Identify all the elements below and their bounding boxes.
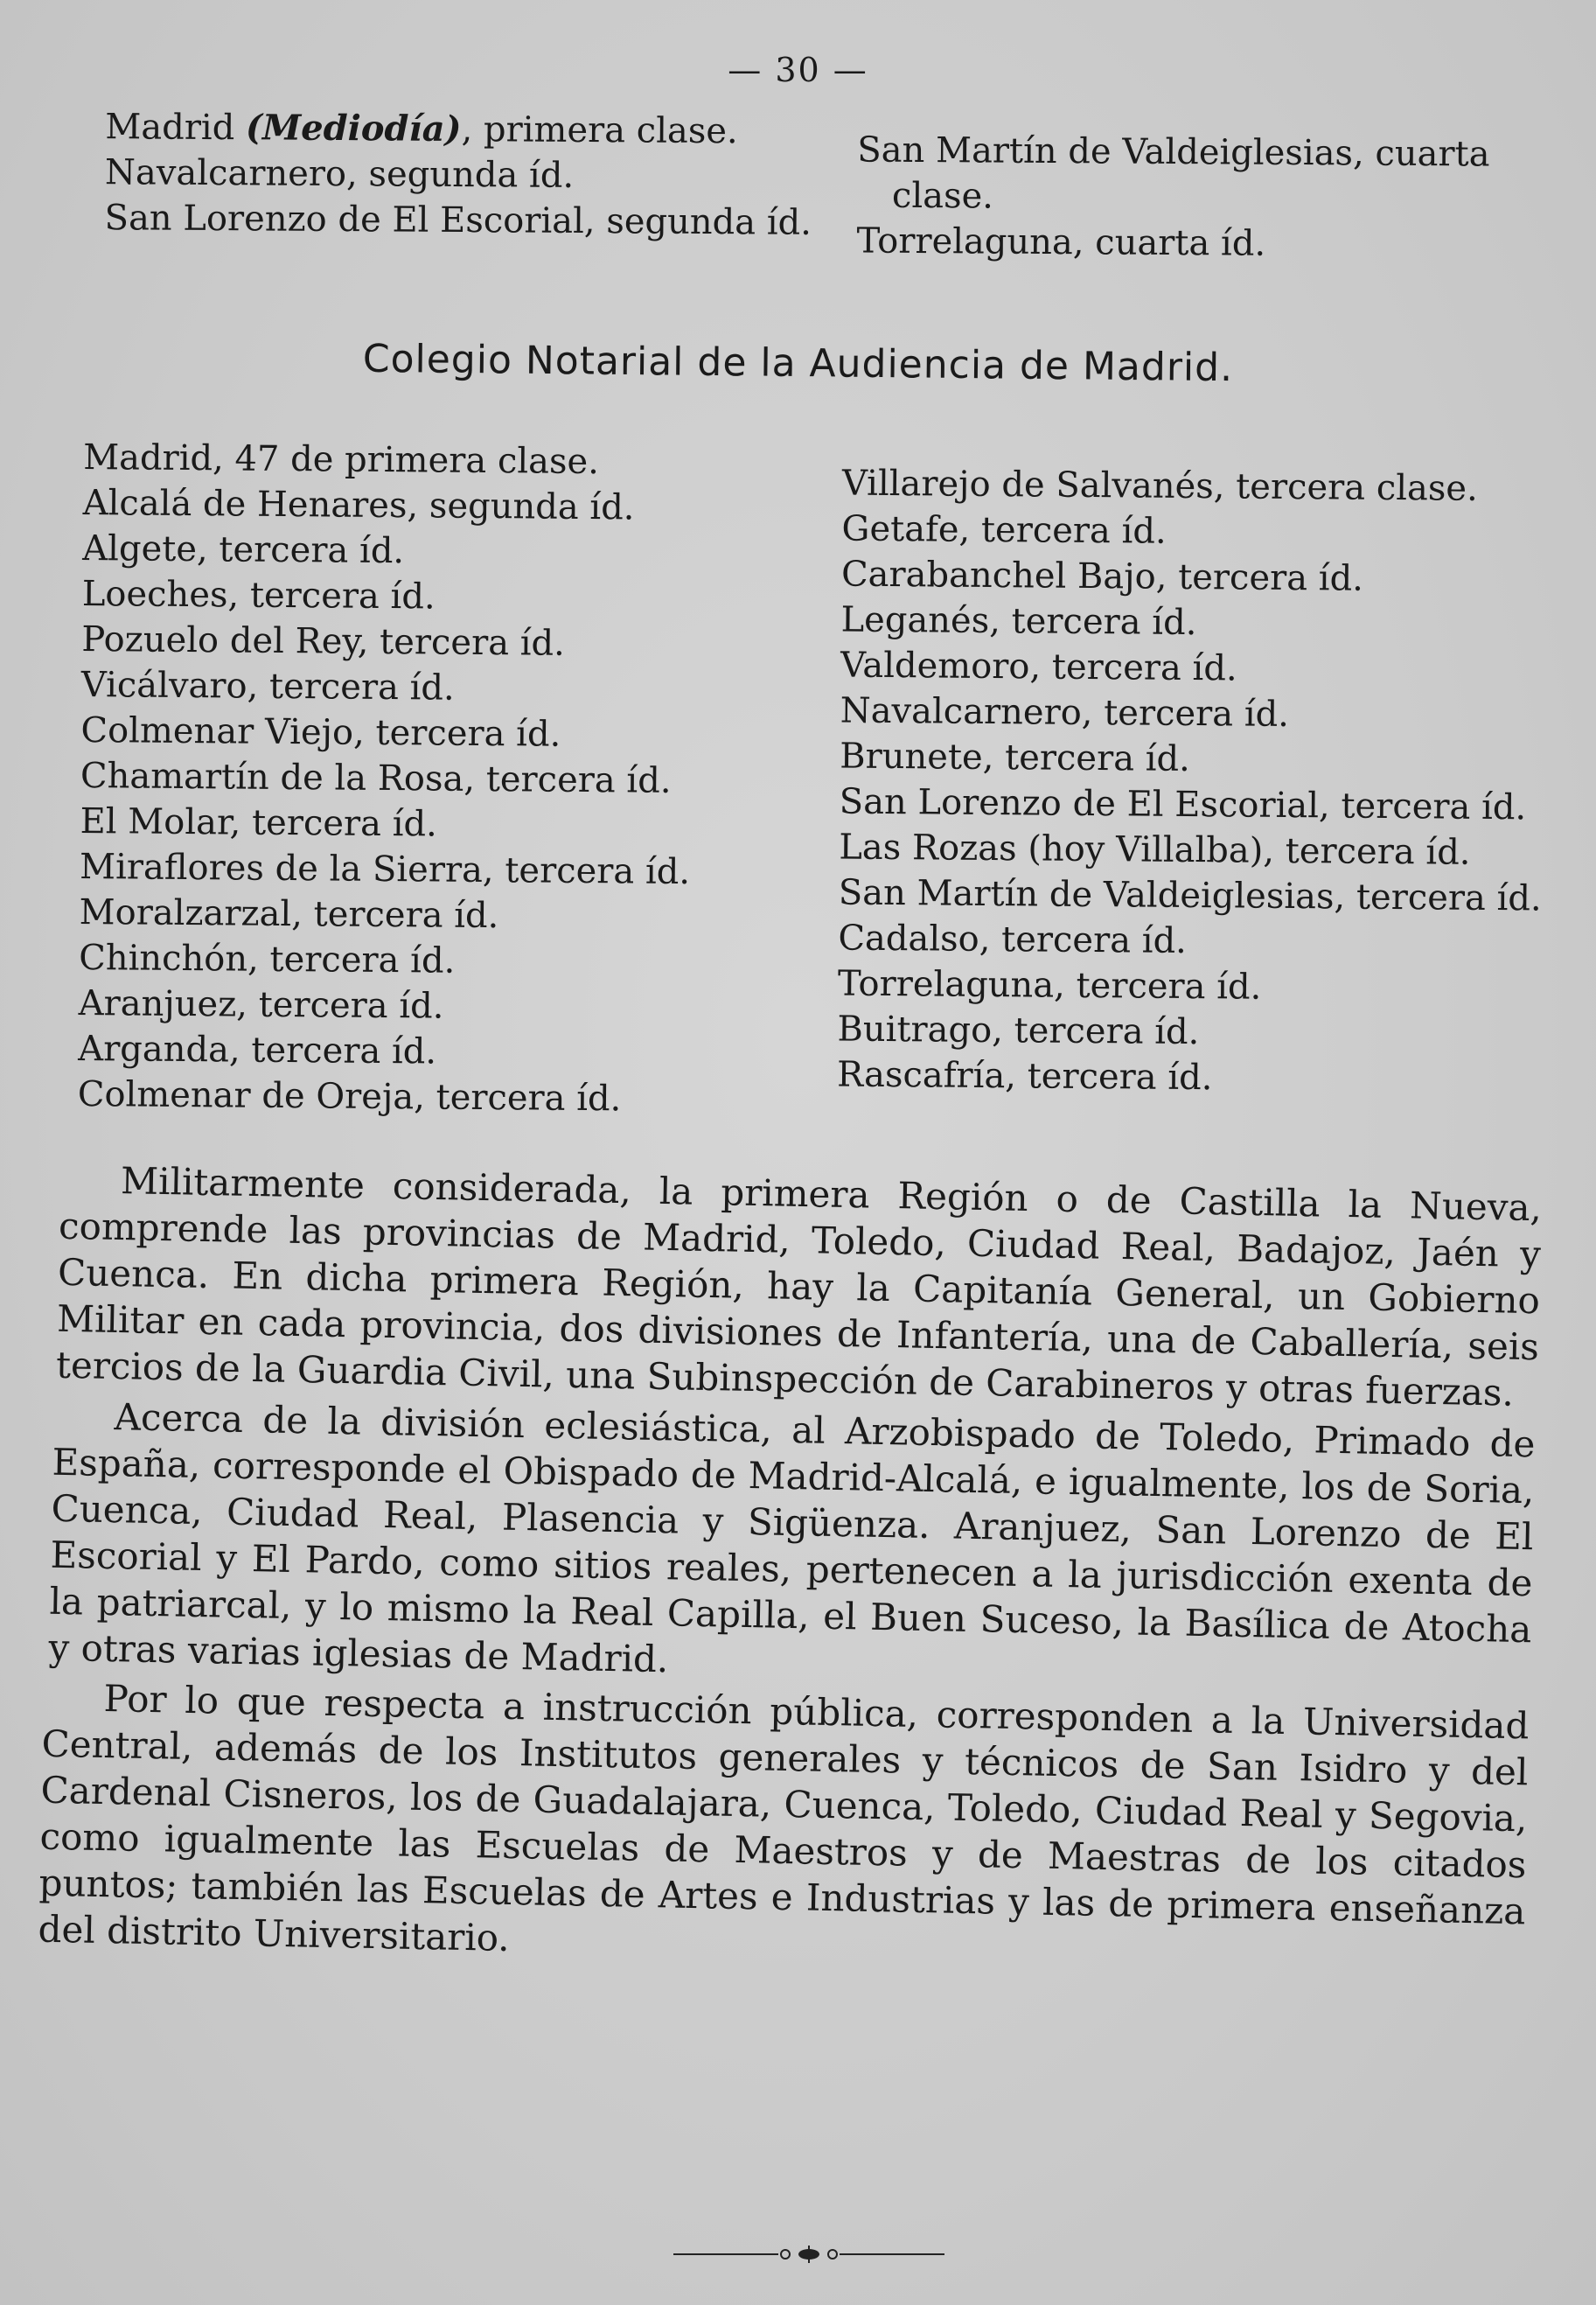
list-item: Madrid (Mediodía), primera clase. [105,107,738,152]
notarial-left-list [78,435,694,1122]
list-item: Torrelaguna, cuarta íd. [856,220,1266,264]
top-right-list [856,127,1489,268]
ornament-divider-icon [673,2241,944,2267]
list-item: Rascafría, tercera íd. [836,1054,1213,1099]
paragraph-ecclesiastical: Acerca de la división eclesiástica, al Arzobispado de Toledo, Primado de España, corresponde el Obispado de Madrid-Alcalá, e igualmente, los de Soria, Cuenca, Ciudad Real, Plasencia y Sigüenza. Aranjuez, San Lorenzo de El Escorial y El Pardo, como sitios reales, pertenecen a la jurisdicción exenta de la patriarcal, y lo mismo la Real Capilla, el Buen Suceso, la Basílica de Atocha y otras varias iglesias de Madrid. [48,1395,1536,1681]
list-item: Las Rozas (hoy Villalba), tercera íd. [839,827,1471,873]
list-item: San Martín de Valdeiglesias, tercera íd. [838,872,1542,919]
list-item: Getafe, tercera íd. [841,508,1167,552]
list-item: Algete, tercera íd. [82,527,405,572]
paragraph-education: Por lo que respecta a instrucción pública, corresponden a la Universidad Central, además de los Institutos generales y técnicos de San Isidro y del Cardenal Cisneros, los de Guadalajara, Cuenca, Toledo, Ciudad Real y Segovia, como igualmente las Escuelas de Maestros y de Maestras de los citados puntos; también las Escuelas de Artes e Industrias y las de primera enseñanza del distrito Universitario. [38,1677,1530,1960]
notarial-heading: Colegio Notarial de la Audiencia de Madrid. [362,336,1234,391]
page-number: — 30 — [728,51,868,89]
list-item: Loeches, tercera íd. [81,573,436,618]
list-item: Navalcarnero, tercera íd. [840,690,1290,735]
list-item: Madrid, 47 de primera clase. [82,437,600,483]
notarial-right-list [837,461,1545,1104]
list-item: Chamartín de la Rosa, tercera íd. [80,755,672,801]
list-item: Carabanchel Bajo, tercera íd. [840,554,1364,599]
list-item: Pozuelo del Rey, tercera íd. [81,618,566,664]
list-item: Miraflores de la Sierra, tercera íd. [79,846,691,893]
list-item: clase. [891,175,994,217]
list-item: Brunete, tercera íd. [840,736,1191,779]
list-item: Navalcarnero, segunda íd. [104,152,575,196]
list-item: San Lorenzo de El Escorial, segunda íd. [104,198,812,243]
list-item: Vicálvaro, tercera íd. [80,664,455,709]
list-item: Torrelaguna, tercera íd. [837,963,1262,1008]
paragraph-military: Militarmente considerada, la primera Región o de Castilla la Nueva, comprende las provincias de Madrid, Toledo, Ciudad Real, Badajoz, Jaén y Cuenca. En dicha primera Región, hay la Capitanía General, un Gobierno Militar en cada provincia, dos divisiones de Infantería, una de Caballería, seis tercios de la Guardia Civil, una Subinspección de Carabineros y otras fuerzas. [55,1159,1543,1414]
list-item: San Lorenzo de El Escorial, tercera íd. [839,781,1527,828]
list-item: El Molar, tercera íd. [80,800,438,845]
list-item: San Martín de Valdeiglesias, cuarta [857,129,1490,175]
top-left-list [104,104,812,246]
list-item: Valdemoro, tercera íd. [840,645,1237,689]
list-item: Colmenar de Oreja, tercera íd. [77,1073,622,1120]
list-item: Colmenar Viejo, tercera íd. [80,709,561,755]
list-item: Arganda, tercera íd. [78,1028,437,1072]
list-item: Villarejo de Salvanés, tercera clase. [841,463,1478,509]
list-item: Alcalá de Henares, segunda íd. [82,482,635,528]
list-item: Aranjuez, tercera íd. [78,982,444,1027]
list-item: Cadalso, tercera íd. [838,918,1188,961]
list-item: Chinchón, tercera íd. [78,937,456,981]
list-item: Moralzarzal, tercera íd. [79,891,499,937]
list-item: Leganés, tercera íd. [840,599,1197,644]
list-item: Buitrago, tercera íd. [837,1009,1200,1053]
